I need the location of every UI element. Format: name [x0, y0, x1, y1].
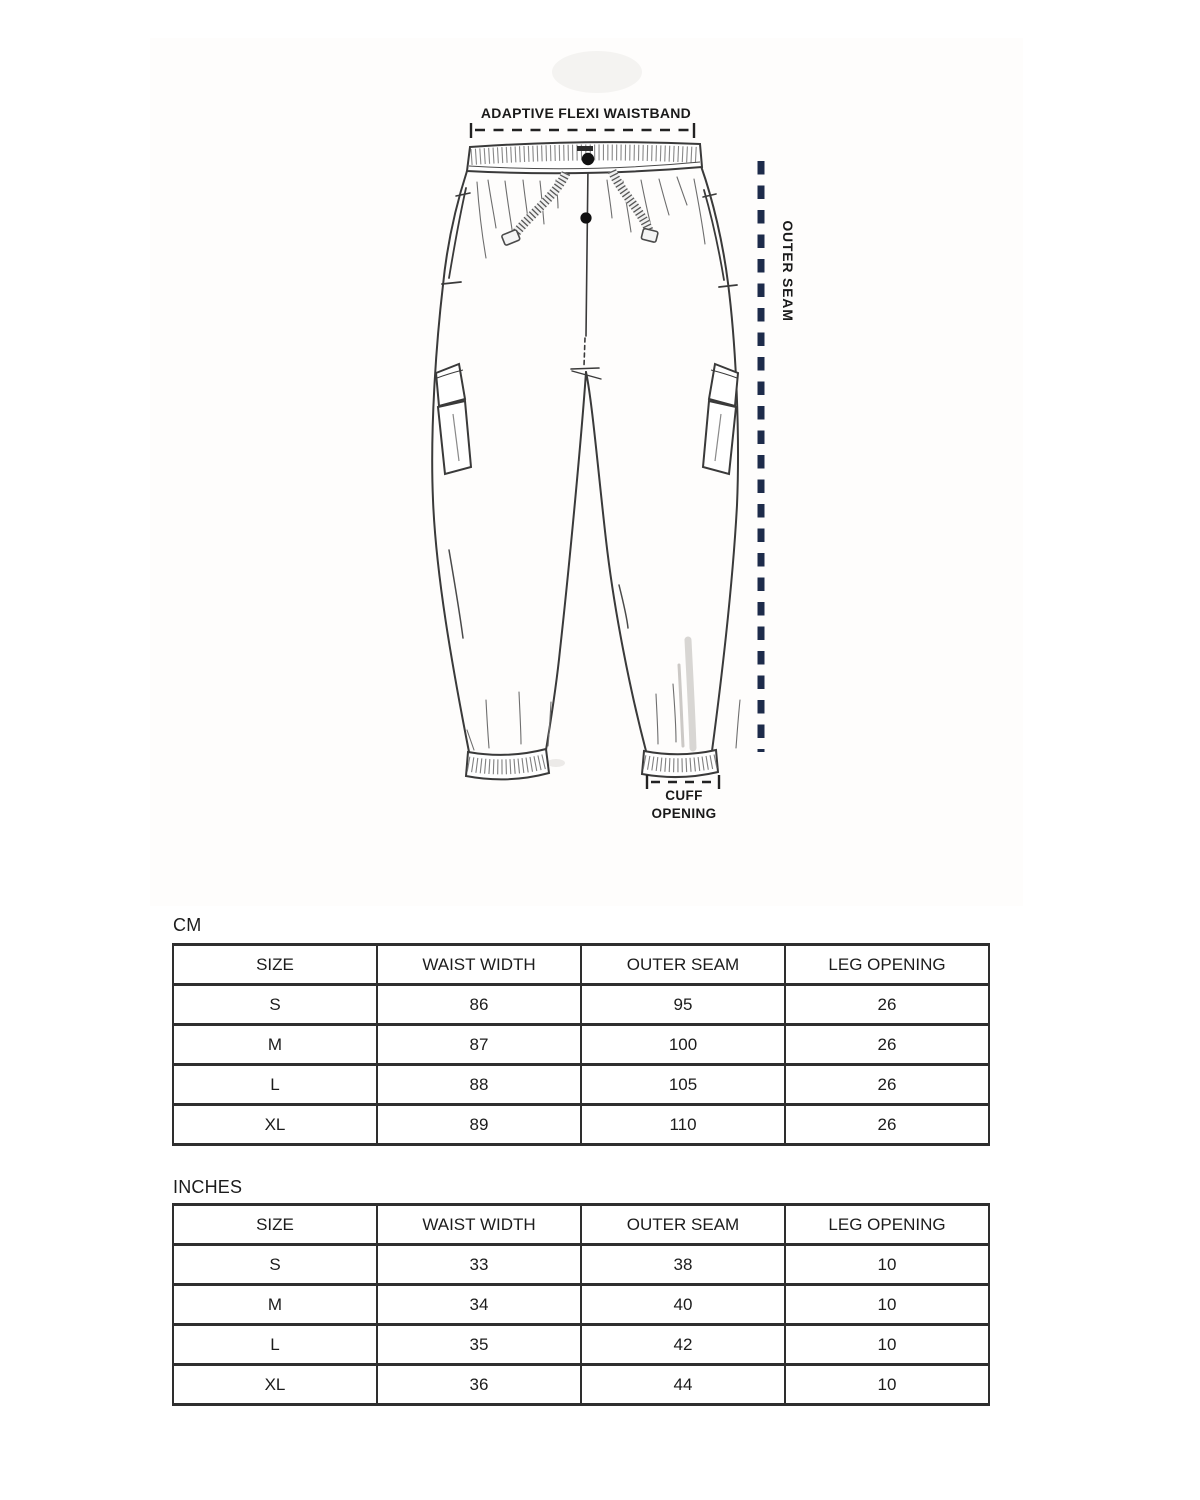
inches-xl-leg-opening: 10	[785, 1365, 989, 1405]
cm-l-waist-width: 88	[377, 1065, 581, 1105]
cm-col-header-outer-seam: OUTER SEAM	[581, 945, 785, 985]
inches-l-leg-opening: 10	[785, 1325, 989, 1365]
cm-col-header-size: SIZE	[173, 945, 377, 985]
inches-unit-label: INCHES	[173, 1177, 243, 1197]
cuff-left	[466, 749, 549, 779]
cm-xl-waist-width: 89	[377, 1105, 581, 1145]
cm-l-outer-seam: 105	[581, 1065, 785, 1105]
outer-seam-label: OUTER SEAM	[780, 220, 796, 322]
inches-col-header-leg-opening: LEG OPENING	[785, 1205, 989, 1245]
inches-row-s	[173, 1245, 989, 1285]
waistband-dimension-line	[471, 123, 694, 138]
inches-row-xl	[173, 1365, 989, 1405]
cm-xl-outer-seam: 110	[581, 1105, 785, 1145]
cuff-opening-label-line2: OPENING	[651, 806, 717, 821]
cm-row-m	[173, 1025, 989, 1065]
inches-s-waist-width: 33	[377, 1245, 581, 1285]
drawstring-left	[501, 173, 566, 246]
cm-s-waist-width: 86	[377, 985, 581, 1025]
inches-row-m	[173, 1285, 989, 1325]
waistband-label: ADAPTIVE FLEXI WAISTBAND	[480, 105, 692, 121]
inches-col-header-waist-width: WAIST WIDTH	[377, 1205, 581, 1245]
cm-col-header-leg-opening: LEG OPENING	[785, 945, 989, 985]
cm-col-header-waist-width: WAIST WIDTH	[377, 945, 581, 985]
cm-m-leg-opening: 26	[785, 1025, 989, 1065]
cuff-right	[642, 750, 718, 777]
cm-s-leg-opening: 26	[785, 985, 989, 1025]
cargo-pocket-right	[703, 364, 738, 474]
inches-xl-size: XL	[173, 1365, 377, 1405]
inches-m-leg-opening: 10	[785, 1285, 989, 1325]
cm-unit-label: CM	[173, 915, 202, 935]
inches-col-header-size: SIZE	[173, 1205, 377, 1245]
drawstring-right	[612, 171, 658, 243]
belt-center-mark	[577, 146, 593, 151]
inches-size-table	[172, 1203, 990, 1406]
inches-s-leg-opening: 10	[785, 1245, 989, 1285]
cuff-opening-label-line1: CUFF	[665, 788, 703, 803]
inches-m-size: M	[173, 1285, 377, 1325]
cm-size-table	[172, 943, 990, 1146]
cm-header-row	[173, 945, 989, 985]
cm-s-outer-seam: 95	[581, 985, 785, 1025]
cargo-pocket-left	[436, 364, 471, 474]
inches-xl-waist-width: 36	[377, 1365, 581, 1405]
cm-m-waist-width: 87	[377, 1025, 581, 1065]
cm-m-size: M	[173, 1025, 377, 1065]
inches-s-size: S	[173, 1245, 377, 1285]
inches-m-waist-width: 34	[377, 1285, 581, 1325]
cm-l-leg-opening: 26	[785, 1065, 989, 1105]
cm-xl-size: XL	[173, 1105, 377, 1145]
cm-row-s	[173, 985, 989, 1025]
cm-l-size: L	[173, 1065, 377, 1105]
cm-xl-leg-opening: 26	[785, 1105, 989, 1145]
cm-row-l	[173, 1065, 989, 1105]
inches-s-outer-seam: 38	[581, 1245, 785, 1285]
inches-l-size: L	[173, 1325, 377, 1365]
cm-row-xl	[173, 1105, 989, 1145]
cm-m-outer-seam: 100	[581, 1025, 785, 1065]
inches-col-header-outer-seam: OUTER SEAM	[581, 1205, 785, 1245]
inches-l-outer-seam: 42	[581, 1325, 785, 1365]
inches-row-l	[173, 1325, 989, 1365]
inches-l-waist-width: 35	[377, 1325, 581, 1365]
inches-header-row	[173, 1205, 989, 1245]
cm-s-size: S	[173, 985, 377, 1025]
inches-m-outer-seam: 40	[581, 1285, 785, 1325]
fabric-wrinkles	[449, 177, 740, 750]
inches-xl-outer-seam: 44	[581, 1365, 785, 1405]
